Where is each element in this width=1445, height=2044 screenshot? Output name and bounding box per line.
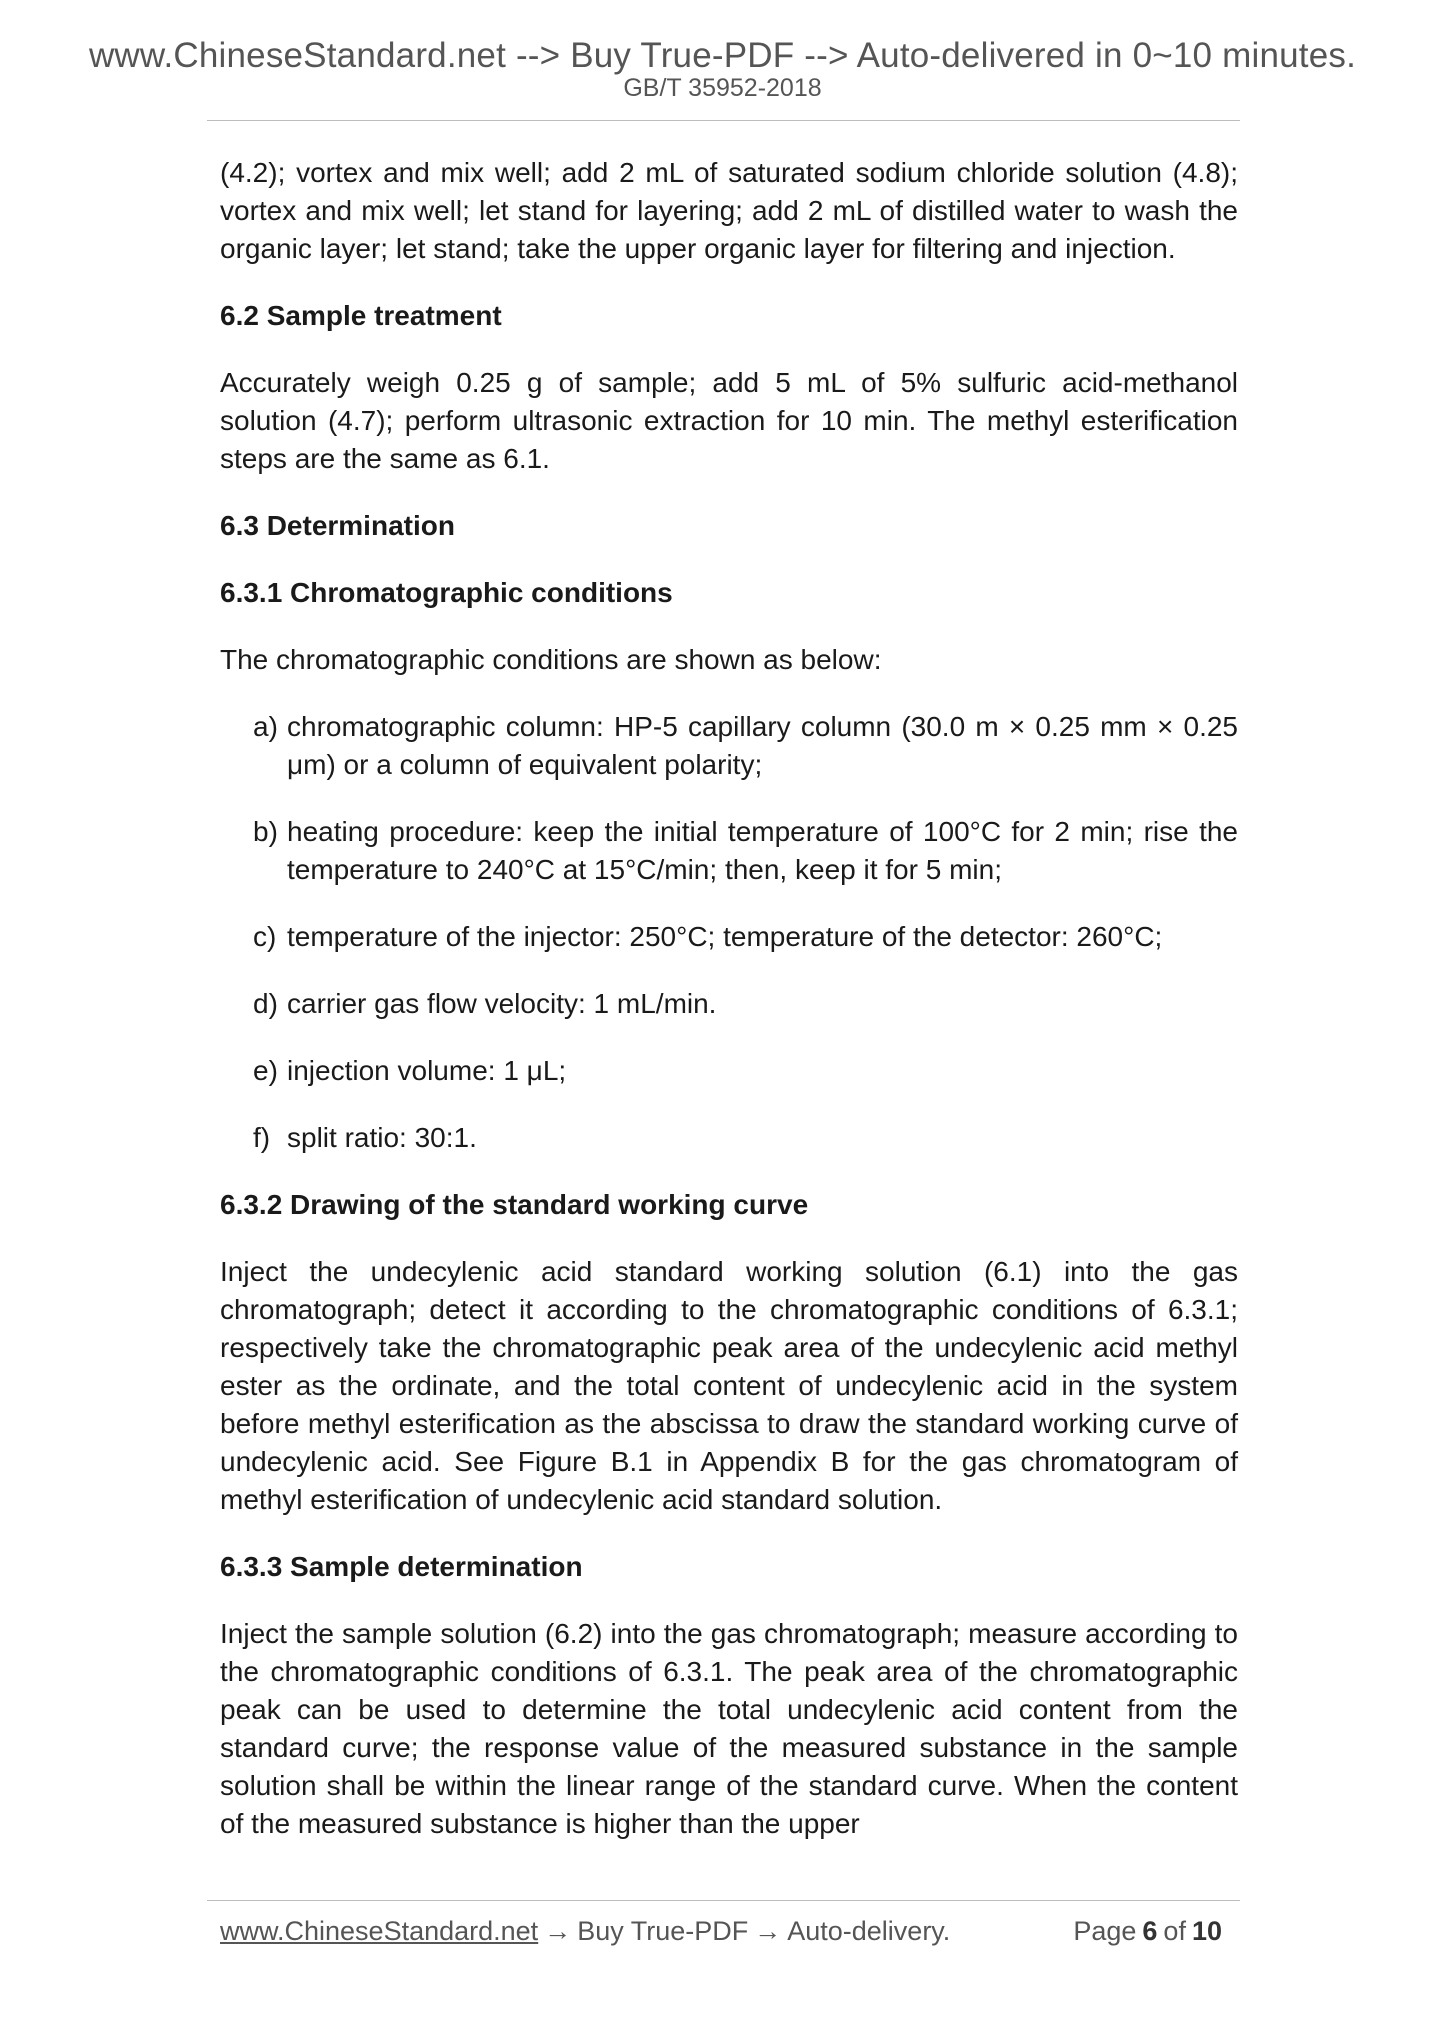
list-item <box>220 918 1238 956</box>
header-divider <box>207 120 1240 121</box>
paragraph-6-2: Accurately weigh 0.25 g of sample; add 5 mL of 5% sulfuric acid-methanol solution (4.7); perform ultrasonic extraction for 10 min. The methyl esterification steps are the same as 6.1. <box>220 367 1238 474</box>
chromatographic-conditions-list <box>220 708 1238 1157</box>
paragraph-6-3-1: The chromatographic conditions are shown as below: <box>220 644 882 675</box>
site-banner[interactable]: www.ChineseStandard.net --> Buy True-PDF --> Auto-delivered in 0~10 minutes. <box>88 36 1357 75</box>
arrow-right-icon: → <box>544 1916 572 1946</box>
list-item <box>220 1052 1238 1090</box>
standard-code: GB/T 35952-2018 <box>623 74 822 102</box>
footer-buy-text: Buy True-PDF <box>577 1916 749 1946</box>
list-marker: c) <box>253 921 277 952</box>
document-body <box>220 154 1238 1872</box>
heading-6-3: 6.3 Determination <box>220 510 455 541</box>
list-item-text: injection volume: 1 μL; <box>287 1055 567 1086</box>
list-marker: b) <box>253 816 278 847</box>
list-marker: f) <box>253 1122 271 1153</box>
list-item-text: chromatographic column: HP-5 capillary column (30.0 m × 0.25 mm × 0.25 μm) or a column of equivalent polarity; <box>287 711 1238 780</box>
page-current: 6 <box>1142 1916 1158 1946</box>
list-item <box>220 985 1238 1023</box>
list-marker: e) <box>253 1055 278 1086</box>
footer-site-link[interactable]: www.ChineseStandard.net <box>220 1916 539 1946</box>
list-item <box>220 708 1238 784</box>
list-item-text: heating procedure: keep the initial temperature of 100°C for 2 min; rise the temperature to 240°C at 15°C/min; then, keep it for 5 min; <box>287 816 1238 885</box>
page-total: 10 <box>1191 1916 1222 1946</box>
intro-paragraph: (4.2); vortex and mix well; add 2 mL of saturated sodium chloride solution (4.8); vortex and mix well; let stand for layering; add 2 mL of distilled water to wash the organic layer; let stand; take the upper organic layer for filtering and injection. <box>220 157 1238 264</box>
list-item <box>220 813 1238 889</box>
heading-6-3-2: 6.3.2 Drawing of the standard working curve <box>220 1189 809 1220</box>
list-marker: a) <box>253 711 278 742</box>
heading-6-3-3: 6.3.3 Sample determination <box>220 1551 583 1582</box>
page-indicator <box>1073 1912 1228 1950</box>
page-of: of <box>1163 1916 1186 1946</box>
footer-divider <box>207 1900 1240 1901</box>
list-item <box>220 1119 1238 1157</box>
list-item-text: temperature of the injector: 250°C; temperature of the detector: 260°C; <box>287 921 1163 952</box>
heading-6-2: 6.2 Sample treatment <box>220 300 502 331</box>
footer-delivery-text: Auto-delivery. <box>787 1916 951 1946</box>
list-item-text: carrier gas flow velocity: 1 mL/min. <box>287 988 717 1019</box>
paragraph-6-3-2: Inject the undecylenic acid standard working solution (6.1) into the gas chromatograph; detect it according to the chromatographic conditions of 6.3.1; respectively take the chromatographic peak area of the undecylenic acid methyl ester as the ordinate, and the total content of undecylenic acid in the system before methyl esterification as the abscissa to draw the standard working curve of undecylenic acid. See Figure B.1 in Appendix B for the gas chromatogram of methyl esterification of undecylenic acid standard solution. <box>220 1256 1238 1515</box>
arrow-right-icon: → <box>754 1916 782 1946</box>
page-label: Page <box>1073 1916 1137 1946</box>
page-footer <box>220 1912 1232 1950</box>
heading-6-3-1: 6.3.1 Chromatographic conditions <box>220 577 673 608</box>
list-item-text: split ratio: 30:1. <box>287 1122 477 1153</box>
list-marker: d) <box>253 988 278 1019</box>
paragraph-6-3-3: Inject the sample solution (6.2) into the gas chromatograph; measure according to the chromatographic conditions of 6.3.1. The peak area of the chromatographic peak can be used to determine the total undecylenic acid content from the standard curve; the response value of the measured substance in the sample solution shall be within the linear range of the standard curve. When the content of the measured substance is higher than the upper <box>220 1618 1238 1839</box>
